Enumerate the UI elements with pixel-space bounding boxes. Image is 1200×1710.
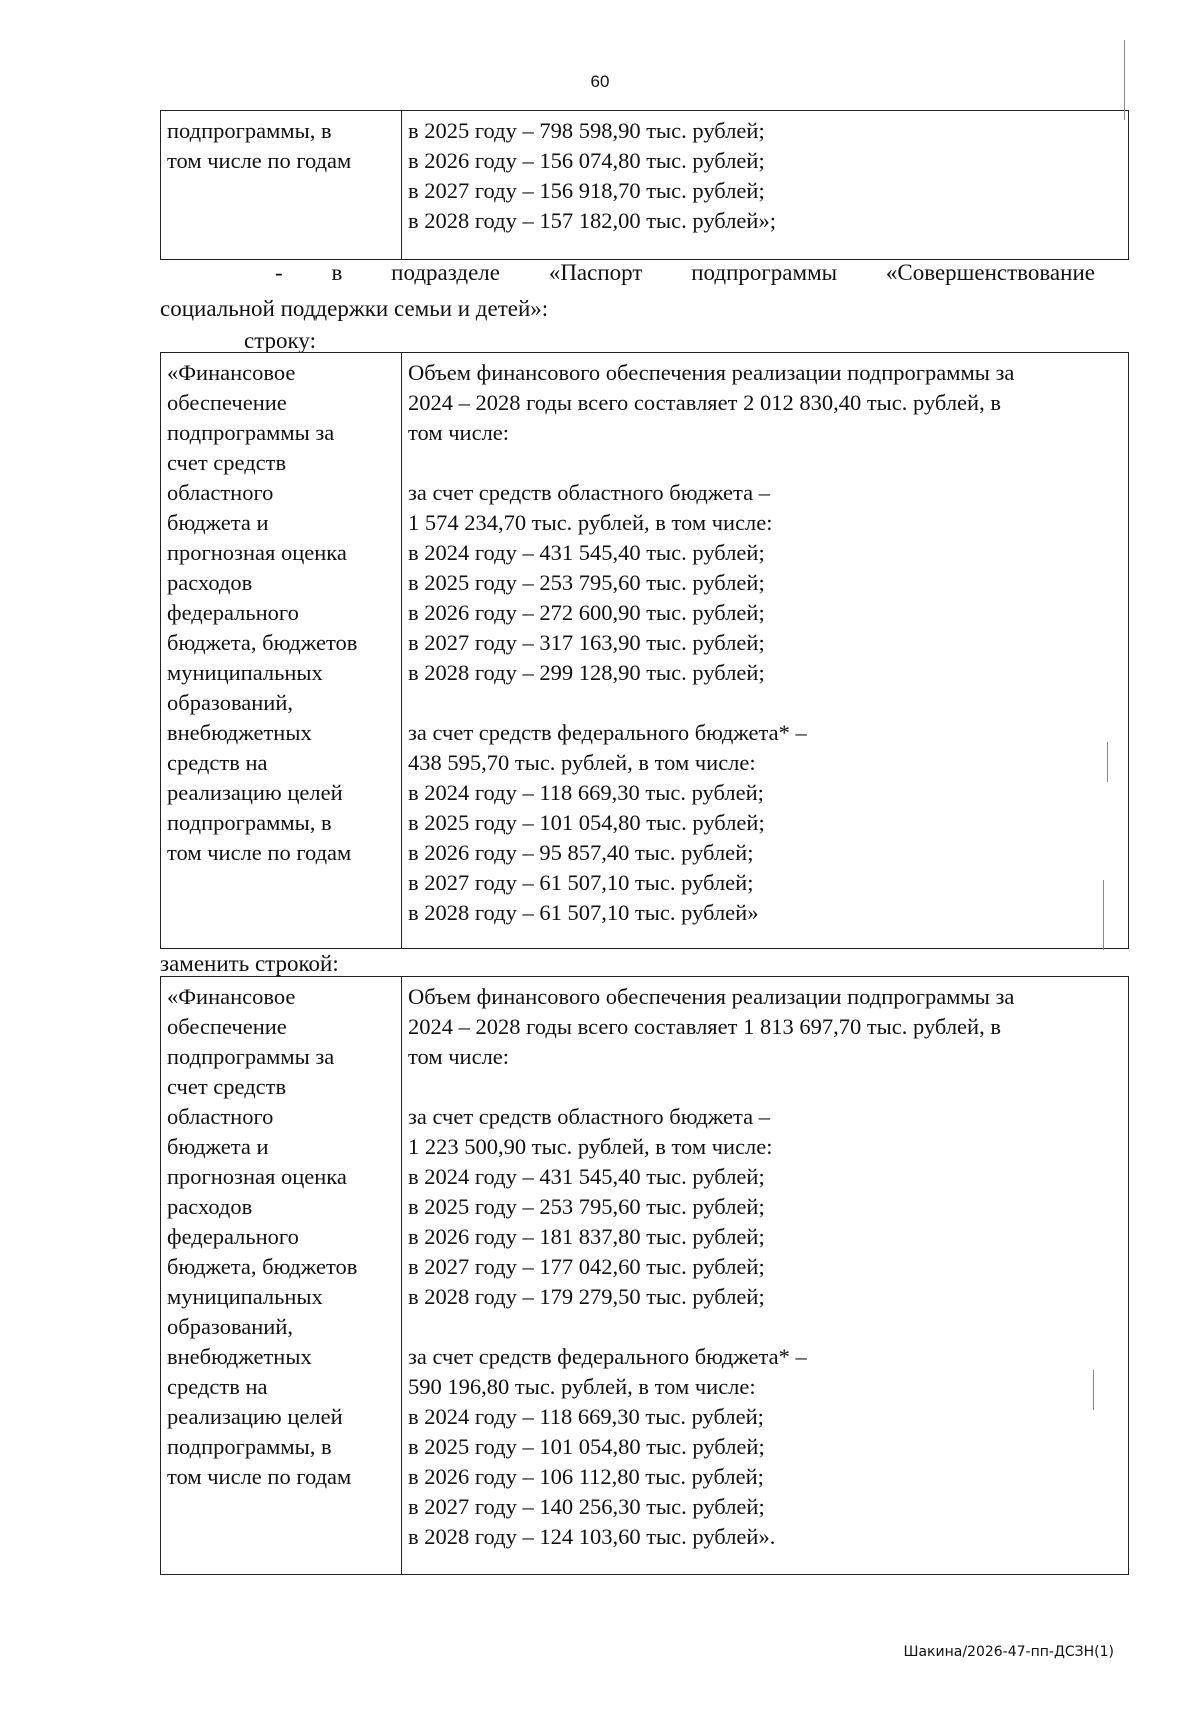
cell-line: расходов: [167, 570, 253, 595]
cell-line: 438 595,70 тыс. рублей, в том числе:: [408, 750, 756, 775]
cell-line: в 2025 году – 798 598,90 тыс. рублей;: [408, 118, 765, 143]
cell-line: счет средств: [167, 1074, 287, 1099]
cell-line: подпрограммы, в: [167, 118, 332, 143]
cell-line: «Финансовое: [167, 360, 296, 385]
cell-line: подпрограммы за: [167, 420, 335, 445]
cell-line: в 2026 году – 106 112,80 тыс. рублей;: [408, 1464, 764, 1489]
cell-line: в 2028 году – 299 128,90 тыс. рублей;: [408, 660, 765, 685]
cell-line: в 2027 году – 140 256,30 тыс. рублей;: [408, 1494, 765, 1519]
cell-line: бюджета, бюджетов: [167, 630, 358, 655]
cell-line: в 2024 году – 431 545,40 тыс. рублей;: [408, 1164, 765, 1189]
cell-line: федерального: [167, 600, 299, 625]
cell-line: в 2024 году – 118 669,30 тыс. рублей;: [408, 780, 764, 805]
cell-line: в 2027 году – 61 507,10 тыс. рублей;: [408, 870, 754, 895]
cell-line: в 2028 году – 179 279,50 тыс. рублей;: [408, 1284, 765, 1309]
scan-artifact: [1107, 742, 1108, 782]
cell-line: за счет средств областного бюджета –: [408, 1104, 771, 1129]
cell-line: том числе по годам: [167, 148, 352, 173]
cell-line: областного: [167, 480, 274, 505]
intro-line-1: [275, 257, 1095, 288]
cell-line: 2024 – 2028 годы всего составляет 1 813 697,70 тыс. рублей, в: [408, 1014, 1001, 1039]
cell-line: в 2028 году – 124 103,60 тыс. рублей».: [408, 1524, 776, 1549]
new-row-right-cell: [402, 977, 1128, 1574]
cell-line: «Финансовое: [167, 984, 296, 1009]
cell-line: [408, 688, 1122, 718]
cell-line: в 2025 году – 101 054,80 тыс. рублей;: [408, 810, 765, 835]
cell-line: прогнозная оценка: [167, 1164, 347, 1189]
cell-line: образований,: [167, 1314, 294, 1339]
page-number: 60: [590, 72, 610, 91]
cell-line: в 2026 году – 272 600,90 тыс. рублей;: [408, 600, 765, 625]
cell-line: 1 223 500,90 тыс. рублей, в том числе:: [408, 1134, 773, 1159]
cell-line: внебюджетных: [167, 720, 312, 745]
intro-word: подпрограммы: [691, 260, 838, 285]
cell-line: средств на: [167, 1374, 268, 1399]
cell-line: расходов: [167, 1194, 253, 1219]
cell-line: в 2024 году – 431 545,40 тыс. рублей;: [408, 540, 765, 565]
cell-line: в 2025 году – 253 795,60 тыс. рублей;: [408, 570, 765, 595]
cell-line: областного: [167, 1104, 274, 1129]
cell-line: муниципальных: [167, 1284, 323, 1309]
cell-line: 2024 – 2028 годы всего составляет 2 012 830,40 тыс. рублей, в: [408, 390, 1001, 415]
document-reference: Шакина/2026-47-пп-ДСЗН(1): [903, 1644, 1114, 1660]
cell-line: в 2026 году – 181 837,80 тыс. рублей;: [408, 1224, 765, 1249]
cell-line: средств на: [167, 750, 268, 775]
intro-word: в: [331, 260, 343, 285]
cell-line: реализацию целей: [167, 780, 343, 805]
intro-word: -: [275, 260, 283, 285]
cell-line: в 2027 году – 156 918,70 тыс. рублей;: [408, 178, 765, 203]
cell-line: в 2027 году – 177 042,60 тыс. рублей;: [408, 1254, 765, 1279]
cell-line: 1 574 234,70 тыс. рублей, в том числе:: [408, 510, 773, 535]
replace-label: заменить строкой:: [160, 951, 339, 976]
old-row-left-cell: [161, 353, 402, 948]
cell-line: подпрограммы, в: [167, 810, 332, 835]
cell-line: подпрограммы за: [167, 1044, 335, 1069]
cell-line: бюджета и: [167, 1134, 269, 1159]
cell-line: [408, 448, 1122, 478]
cell-line: бюджета, бюджетов: [167, 1254, 358, 1279]
cell-line: в 2026 году – 95 857,40 тыс. рублей;: [408, 840, 754, 865]
cell-line: Объем финансового обеспечения реализации подпрограммы за: [408, 984, 1015, 1009]
cell-line: в 2027 году – 317 163,90 тыс. рублей;: [408, 630, 765, 655]
scan-artifact: [1124, 40, 1125, 120]
new-row-left-cell: [161, 977, 402, 1574]
old-row-table: [160, 352, 1129, 949]
cell-line: муниципальных: [167, 660, 323, 685]
cell-line: в 2028 году – 157 182,00 тыс. рублей»;: [408, 208, 776, 233]
top-table: [160, 110, 1129, 260]
cell-line: [408, 1072, 1122, 1102]
new-row-table: [160, 976, 1129, 1575]
scan-artifact: [1103, 880, 1104, 950]
intro-line-2: социальной поддержки семьи и детей»:: [160, 296, 549, 321]
cell-line: 590 196,80 тыс. рублей, в том числе:: [408, 1374, 756, 1399]
cell-line: в 2025 году – 101 054,80 тыс. рублей;: [408, 1434, 765, 1459]
cell-line: в 2024 году – 118 669,30 тыс. рублей;: [408, 1404, 764, 1429]
cell-line: подпрограммы, в: [167, 1434, 332, 1459]
top-table-left-cell: [161, 111, 402, 259]
cell-line: бюджета и: [167, 510, 269, 535]
intro-word: «Совершенствование: [885, 260, 1095, 285]
old-row-right-cell: [402, 353, 1128, 948]
cell-line: том числе:: [408, 420, 510, 445]
cell-line: в 2026 году – 156 074,80 тыс. рублей;: [408, 148, 765, 173]
cell-line: Объем финансового обеспечения реализации подпрограммы за: [408, 360, 1015, 385]
cell-line: в 2025 году – 253 795,60 тыс. рублей;: [408, 1194, 765, 1219]
cell-line: том числе по годам: [167, 840, 352, 865]
cell-line: прогнозная оценка: [167, 540, 347, 565]
cell-line: федерального: [167, 1224, 299, 1249]
cell-line: обеспечение: [167, 1014, 287, 1039]
intro-word: подразделе: [391, 260, 500, 285]
cell-line: обеспечение: [167, 390, 287, 415]
intro-word: «Паспорт: [548, 260, 643, 285]
cell-line: том числе:: [408, 1044, 510, 1069]
scan-artifact: [1093, 1370, 1094, 1410]
cell-line: за счет средств федерального бюджета* –: [408, 720, 807, 745]
cell-line: внебюджетных: [167, 1344, 312, 1369]
cell-line: том числе по годам: [167, 1464, 352, 1489]
cell-line: в 2028 году – 61 507,10 тыс. рублей»: [408, 900, 759, 925]
cell-line: счет средств: [167, 450, 287, 475]
cell-line: образований,: [167, 690, 294, 715]
cell-line: [408, 1312, 1122, 1342]
top-table-right-cell: [402, 111, 1128, 259]
cell-line: за счет средств областного бюджета –: [408, 480, 771, 505]
cell-line: за счет средств федерального бюджета* –: [408, 1344, 807, 1369]
cell-line: реализацию целей: [167, 1404, 343, 1429]
intro-line-3: строку:: [244, 328, 316, 353]
